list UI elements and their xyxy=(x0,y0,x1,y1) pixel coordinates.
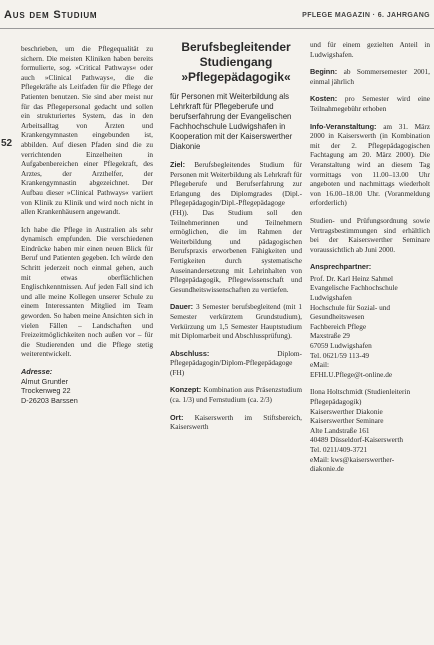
program-item xyxy=(170,302,302,340)
contact-line: Tel. 0211/409-3721 xyxy=(310,444,368,454)
contact-line: eMail: xyxy=(310,360,330,370)
contact-line: Fachbereich Pflege xyxy=(310,321,367,331)
contact-line: 40489 Düsseldorf-Kaiserswerth xyxy=(310,435,404,445)
program-item xyxy=(310,94,430,113)
address-line: Almut Gruntler xyxy=(21,376,69,386)
contact-line: Maxstraße 29 xyxy=(310,331,350,341)
contact-line: Evangelische Fachhochschule xyxy=(310,283,398,293)
item-label: Ziel: xyxy=(170,160,185,169)
section-title: Aus dem Studium xyxy=(4,9,98,21)
item-text: Diplom-Pflegepädagogin/Diplom-Pflegepädagoge (FH) xyxy=(170,348,302,377)
item-label: Kosten: xyxy=(310,94,338,104)
program-item xyxy=(170,385,302,404)
program-item xyxy=(310,67,430,86)
item-label: Info-Veranstaltung: xyxy=(310,121,377,131)
contact-email: EFHLU.Pflege@t-online.de xyxy=(310,369,393,379)
page-number: 52 xyxy=(1,138,13,149)
program-title-line: Berufsbegleitender xyxy=(181,40,291,54)
author-address xyxy=(21,367,153,405)
item-label: Beginn: xyxy=(310,67,338,77)
program-item xyxy=(170,349,302,378)
page-header xyxy=(0,0,434,29)
item-text: Kombination aus Präsenzstudium (ca. 1/3) und Fernstudium (ca. 2/3) xyxy=(170,385,303,405)
contact-line: Hochschule für Sozial- und xyxy=(310,302,391,312)
article-paragraph: beschrieben, um die Pflegequalität zu sichern. Die meisten Kliniken haben bereits formulierte, sog. »Critical Pathways« oder auch »Clinical Pathways«, die die Pflegekräfte als Leitfaden für die Pflege der Patienten benutzen. Sie sind aber meist nur für das Pflegepersonal gedacht und sollen ein strukturiertes System, das in den Arbeitsalltag von Ärzten und Krankengymnasten eingebunden ist, abbilden. Auf diesen Pfaden sind die zu verrichtenden Einzelheiten in Aufgabenbereichen einer Pflegekraft, des Arztes, der Arzthelfer, der Krankengymnastin abgezeichnet. Der Aufbau dieser »Clinical Pathways« variiert von Klinik zu Klinik und wird noch nicht in allen Krankenhäusern angewandt. xyxy=(21,44,153,217)
program-item xyxy=(310,216,430,254)
contact-line: Ludwigshafen xyxy=(310,293,352,303)
program-item xyxy=(310,40,430,59)
contact-email: diakonie.de xyxy=(310,464,344,474)
item-text: Berufsbegleitendes Studium für Personen mit Weiterbildung als Lehrkraft für Pflegeberufe und Berufserfahrung zur Erlangung des Diplomgrades (Dipl.-Pflegepädagogin/Dipl.-Pflegepädagoge (FH)). Das Studium soll den Teilnehmerinnen und Teilnehmern ermöglichen, die im Rahmen der Weiterbildung und pädagogischen Berufspraxis erworbenen Fähigkeiten und Fertigkeiten durch systematische Auseinandersetzung mit Lehrinhalten von Pflegepädagogik, Pflegewissenschaft und Gesundheitswissenschaften zu vertiefen. xyxy=(170,160,302,294)
contact-line: 67059 Ludwigshafen xyxy=(310,341,372,351)
item-text: ab Sommersemester 2001, einmal jährlich xyxy=(310,67,430,86)
contact-line: Prof. Dr. Karl Heinz Sahmel xyxy=(310,273,394,283)
program-item xyxy=(170,413,302,432)
contact-email: eMail: kws@kaiserswerther- xyxy=(310,454,395,464)
middle-column xyxy=(170,40,302,440)
item-text: Kaiserswerth im Stiftsbereich, Kaiserswerth xyxy=(170,412,302,432)
address-line: Trockenweg 22 xyxy=(21,386,71,396)
contact-heading: Ansprechpartner: xyxy=(310,262,372,272)
contact-line: Ilona Holtschmidt (Studienleiterin Pflegepädagogik) xyxy=(310,387,411,406)
contact-line: Tel. 0621/59 113-49 xyxy=(310,350,370,360)
item-text: 3 Semester berufsbegleitend (mit 1 Semester verkürztem Grundstudium), Verkürzung um 1,5 Semester Hauptstudium mit Diplomarbeit und Abschlussprüfung). xyxy=(170,302,302,341)
item-label: Abschluss: xyxy=(170,348,210,358)
program-item xyxy=(170,160,302,294)
item-label: Konzept: xyxy=(170,385,202,395)
address-label: Adresse: xyxy=(21,367,53,376)
program-item xyxy=(310,122,430,208)
contact-block xyxy=(310,274,430,380)
program-intro: für Personen mit Weiterbildung als Lehrkraft für Pflegeberufe und berufserfahrung der Evangelischen Fachhochschule Ludwigshafen in Kooperation mit der Kaiserswerther Diakonie xyxy=(170,92,293,151)
program-title-line: »Pflegepädagogik« xyxy=(181,70,291,84)
contact-line: Alte Landstraße 161 xyxy=(310,425,370,435)
magazine-running-head: PFLEGE MAGAZIN · 6. JAHRGANG xyxy=(302,12,430,19)
item-text: und für einem gezielten Anteil in Ludwigshafen. xyxy=(310,40,430,59)
item-text: am 31. März 2000 in Kaiserswerth (in Kombination mit der 2. Pflegepädagogischen Fachtagung am 20. März 2000). Die Veranstaltung wird an diesem Tag vormittags von 11.00–13.00 Uhr angeboten und nachmittags wiederholt von 16.00–18.00 Uhr. (Voranmeldung erforderlich) xyxy=(310,121,430,208)
item-text: pro Semester wird eine Teilnahmegebühr erhoben xyxy=(310,94,430,113)
program-title xyxy=(170,40,302,85)
program-title-line: Studiengang xyxy=(199,55,273,69)
article-paragraph: Ich habe die Pflege in Australien als sehr dynamisch empfunden. Die verschiedenen Eindrücke haben mir einen neuen Blick für Beruf und Patienten gegeben. Ich würde den Schritt jederzeit noch einmal gehen, auch mit etwas oberflächlichen Englischkenntnissen. Auf jeden Fall sind ich und alle meine Kollegen unserer Schule zu einem Interessanten Mitglied im Team geworden. So haben meine Ansichten sich in vielen Fällen – Landschaften und Freizeitmöglichkeiten noch außen vor – für die Studierenden und die Pflege stetig weiterentwickelt. xyxy=(21,224,153,359)
address-line: D-26203 Barssen xyxy=(21,395,78,405)
item-text: Studien- und Prüfungsordnung sowie Vertragsbestimmungen sind erhältlich bei der Kaiserswerther Seminare voraussichtlich ab Juni 2000. xyxy=(310,215,430,254)
left-column xyxy=(21,44,153,405)
item-label: Ort: xyxy=(170,412,184,422)
contact-line: Kaiserswerther Diakonie xyxy=(310,406,383,416)
address-lines xyxy=(21,377,153,406)
contact-line: Kaiserswerther Seminare xyxy=(310,416,384,426)
right-column xyxy=(310,40,430,482)
contact-block xyxy=(310,387,430,473)
item-label: Dauer: xyxy=(170,302,194,312)
contact-line: Gesundheitswesen xyxy=(310,312,365,322)
